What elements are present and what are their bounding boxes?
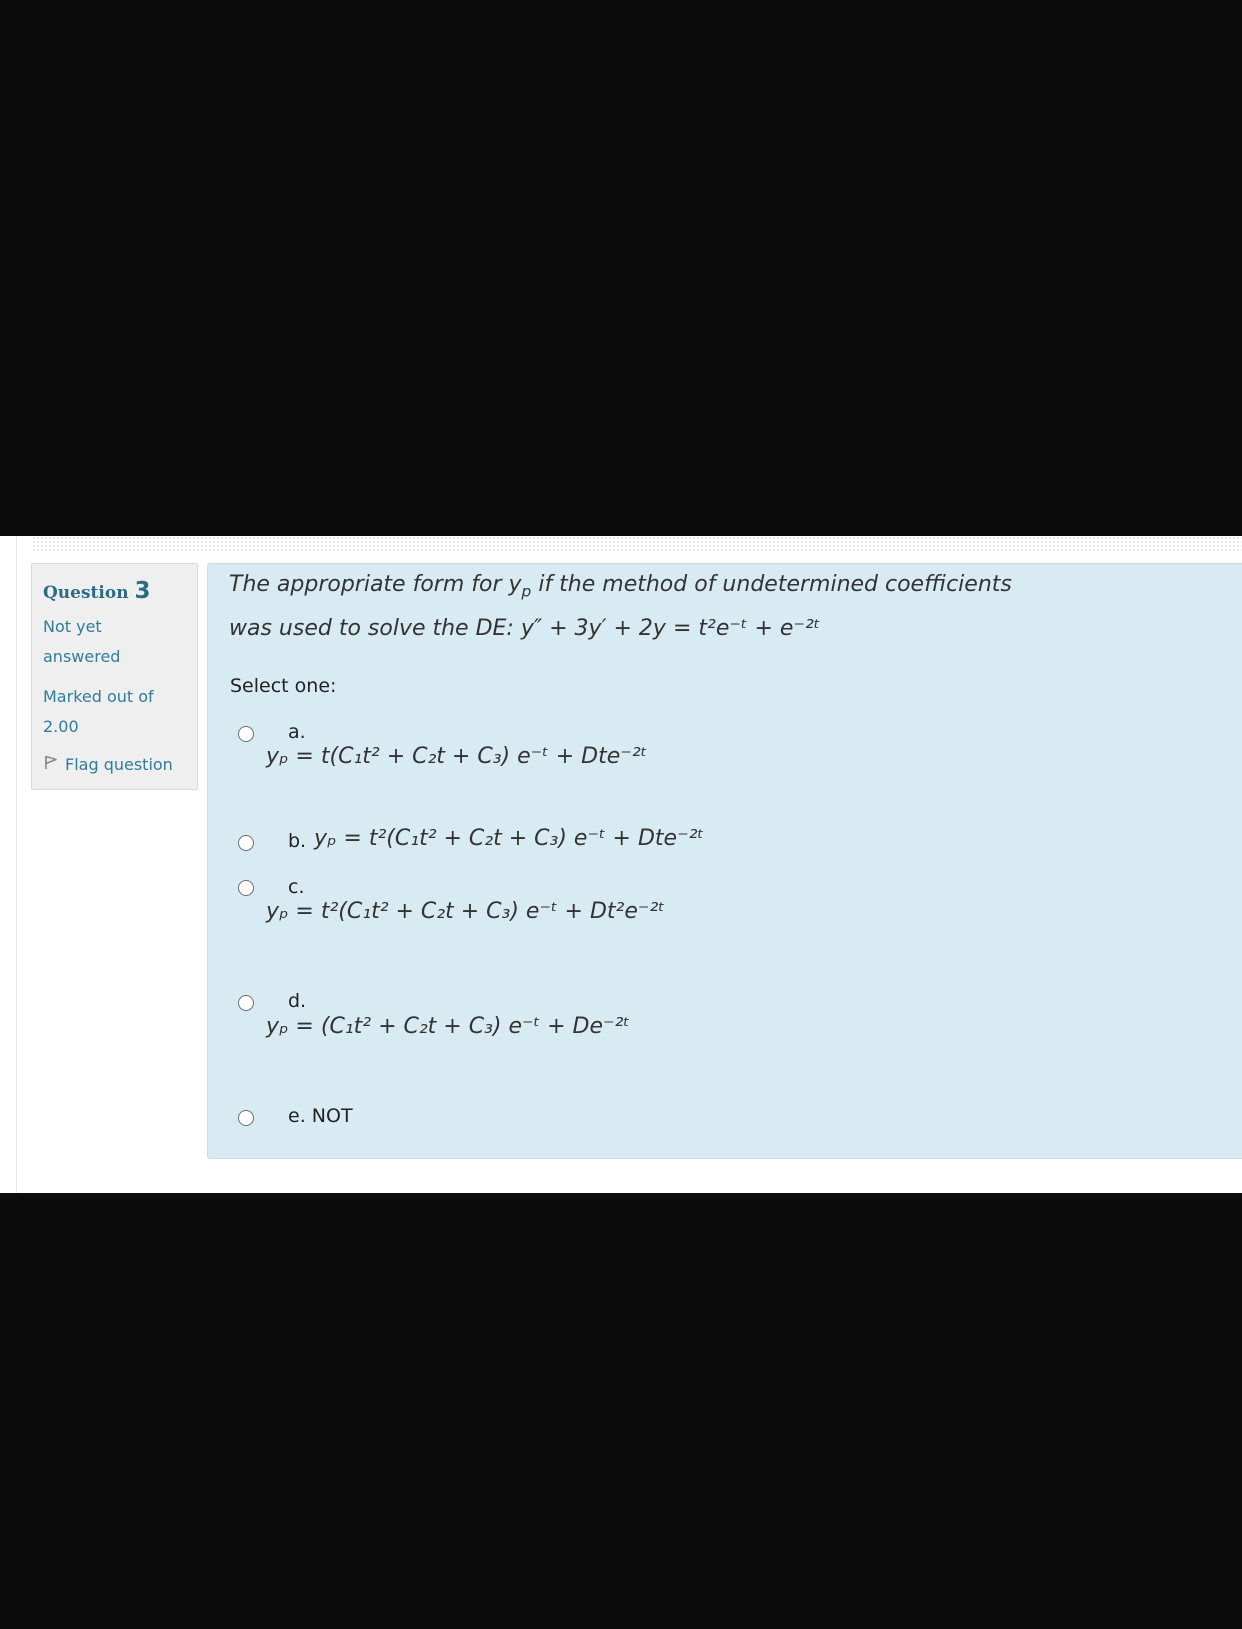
question-text-rest: if the method of undetermined coefficients <box>538 572 1012 597</box>
option-a-letter: a. <box>288 721 306 743</box>
differential-equation: y″ + 3y′ + 2y = t²e⁻ᵗ + e⁻²ᵗ <box>520 616 821 641</box>
question-var-y: y <box>508 572 522 597</box>
option-d-radio[interactable] <box>238 995 254 1011</box>
flag-label: Flag question <box>65 754 173 774</box>
option-e-radio[interactable] <box>238 1110 254 1126</box>
question-text-line2-prefix: was used to solve the DE: <box>229 616 514 641</box>
marked-label: Marked out of <box>43 687 154 706</box>
question-number-heading <box>43 578 186 604</box>
select-one-prompt: Select one: <box>230 675 337 697</box>
dotted-divider <box>32 536 1242 552</box>
option-c-formula[interactable]: yₚ = t²(C₁t² + C₂t + C₃) e⁻ᵗ + Dt²e⁻²ᵗ <box>266 899 665 924</box>
question-text-line-2 <box>229 616 820 641</box>
option-a-radio[interactable] <box>238 726 254 742</box>
option-e-label[interactable] <box>288 1105 353 1127</box>
option-d-letter: d. <box>288 990 307 1012</box>
question-content <box>207 563 1242 1159</box>
option-e-text: NOT <box>311 1105 353 1127</box>
option-c-radio[interactable] <box>238 880 254 896</box>
quiz-page <box>0 536 1242 1193</box>
state-line-2: answered <box>43 647 121 666</box>
question-state <box>43 612 186 672</box>
left-border-line <box>16 536 17 1193</box>
question-var-sub: p <box>521 582 532 601</box>
option-b-formula[interactable]: yₚ = t²(C₁t² + C₂t + C₃) e⁻ᵗ + Dte⁻²ᵗ <box>314 826 704 851</box>
state-line-1: Not yet <box>43 617 102 636</box>
flag-icon <box>43 754 59 774</box>
marked-value: 2.00 <box>43 717 79 736</box>
option-d-formula[interactable]: yₚ = (C₁t² + C₂t + C₃) e⁻ᵗ + De⁻²ᵗ <box>266 1014 630 1039</box>
question-var <box>508 572 532 601</box>
flag-question-button[interactable] <box>43 754 186 774</box>
question-number: 3 <box>134 578 151 604</box>
option-c-letter: c. <box>288 876 305 898</box>
option-b-radio[interactable] <box>238 835 254 851</box>
option-e-letter: e. <box>288 1105 306 1127</box>
question-grade <box>43 682 186 742</box>
option-b-letter: b. <box>288 830 307 852</box>
option-a-formula[interactable]: yₚ = t(C₁t² + C₂t + C₃) e⁻ᵗ + Dte⁻²ᵗ <box>266 744 648 769</box>
question-info-panel <box>31 563 198 790</box>
question-text-start: The appropriate form for <box>229 572 502 597</box>
question-label: Question <box>43 583 129 603</box>
question-text-line-1 <box>229 572 1012 600</box>
